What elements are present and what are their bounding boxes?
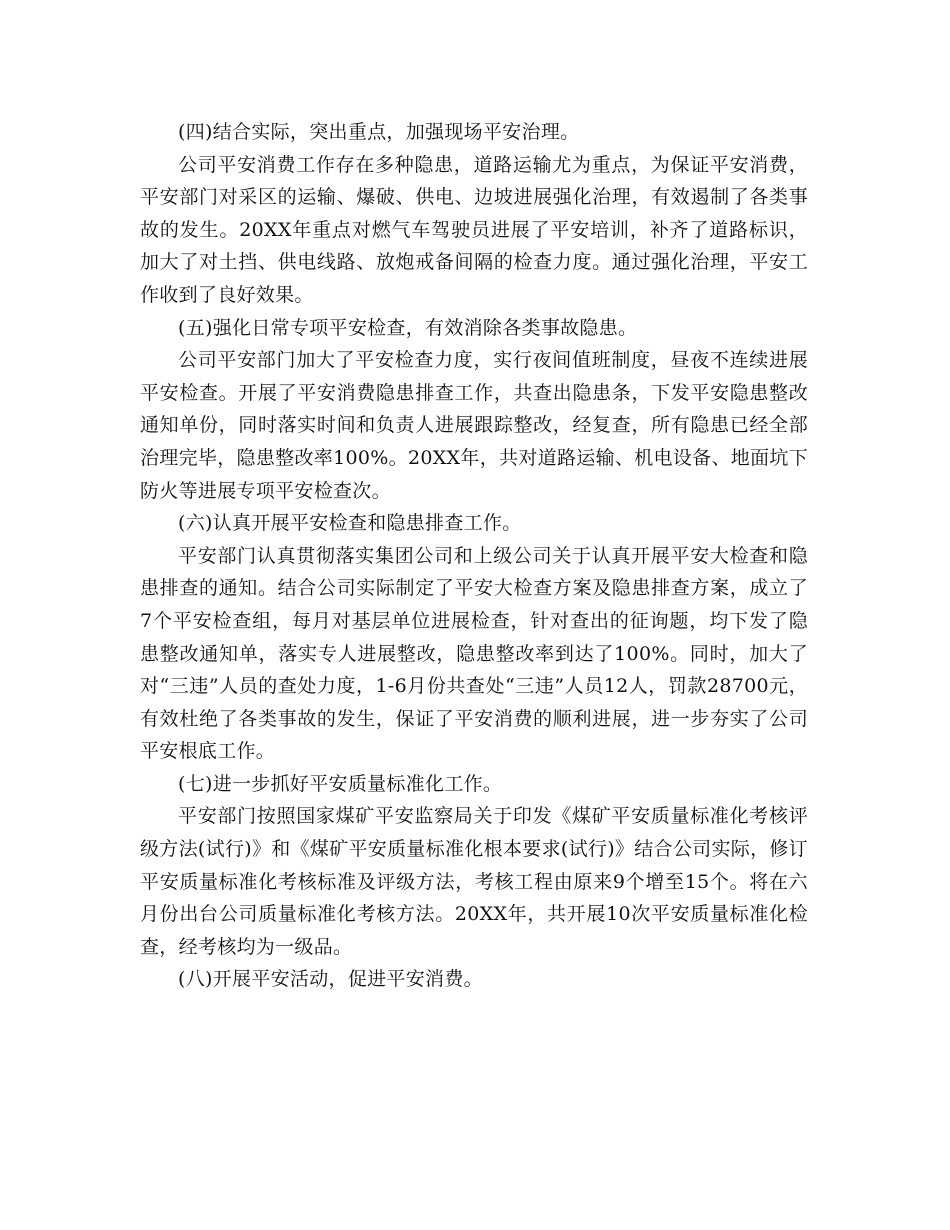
section-heading-4: (四)结合实际，突出重点，加强现场平安治理。 (178, 121, 580, 143)
body-paragraph-daily-inspection: 公司平安部门加大了平安检查力度，实行夜间值班制度，昼夜不连续进展平安检查。开展了平安消费隐患排查工作，共查出隐患条，下发平安隐患整改通知单份，同时落实时间和负责人进展跟踪整改，经复查，所有隐患已经全部治理完毕，隐患整改率100%。20XX年，共对道路运输、机电设备、地面坑下防火等进展专项平安检查次。 (140, 349, 808, 502)
body-paragraph-hazard-investigation: 平安部门认真贯彻落实集团公司和上级公司关于认真开展平安大检查和隐患排查的通知。结合公司实际制定了平安大检查方案及隐患排查方案，成立了7个平安检查组，每月对基层单位进展检查，针对查出的征询题，均下发了隐患整改通知单，落实专人进展整改，隐患整改率到达了100%。同时，加大了对“三违”人员的查处力度，1-6月份共查处“三违”人员12人，罚款28700元，有效杜绝了各类事故的发生，保证了平安消费的顺利进展，进一步夯实了公司平安根底工作。 (140, 544, 808, 763)
document-body (140, 116, 808, 996)
section-heading-6: (六)认真开展平安检查和隐患排查工作。 (178, 512, 522, 535)
section-heading-8: (八)开展平安活动，促进平安消费。 (178, 968, 483, 991)
section-heading-7: (七)进一步抓好平安质量标准化工作。 (178, 772, 503, 795)
body-paragraph-quality-standardization: 平安部门按照国家煤矿平安监察局关于印发《煤矿平安质量标准化考核评级方法(试行)》和《煤矿平安质量标准化根本要求(试行)》结合公司实际，修订平安质量标准化考核标准及评级方法，考核工程由原来9个增至15个。将在六月份出台公司质量标准化考核方法。20XX年，共开展10次平安质量标准化检查，经考核均为一级品。 (140, 805, 808, 958)
body-paragraph-site-management: 公司平安消费工作存在多种隐患，道路运输尤为重点，为保证平安消费，平安部门对采区的运输、爆破、供电、边坡进展强化治理，有效遏制了各类事故的发生。20XX年重点对燃气车驾驶员进展了平安培训，补齐了道路标识，加大了对土挡、供电线路、放炮戒备间隔的检查力度。通过强化治理，平安工作收到了良好效果。 (140, 153, 808, 306)
section-heading-5: (五)强化日常专项平安检查，有效消除各类事故隐患。 (178, 316, 638, 339)
